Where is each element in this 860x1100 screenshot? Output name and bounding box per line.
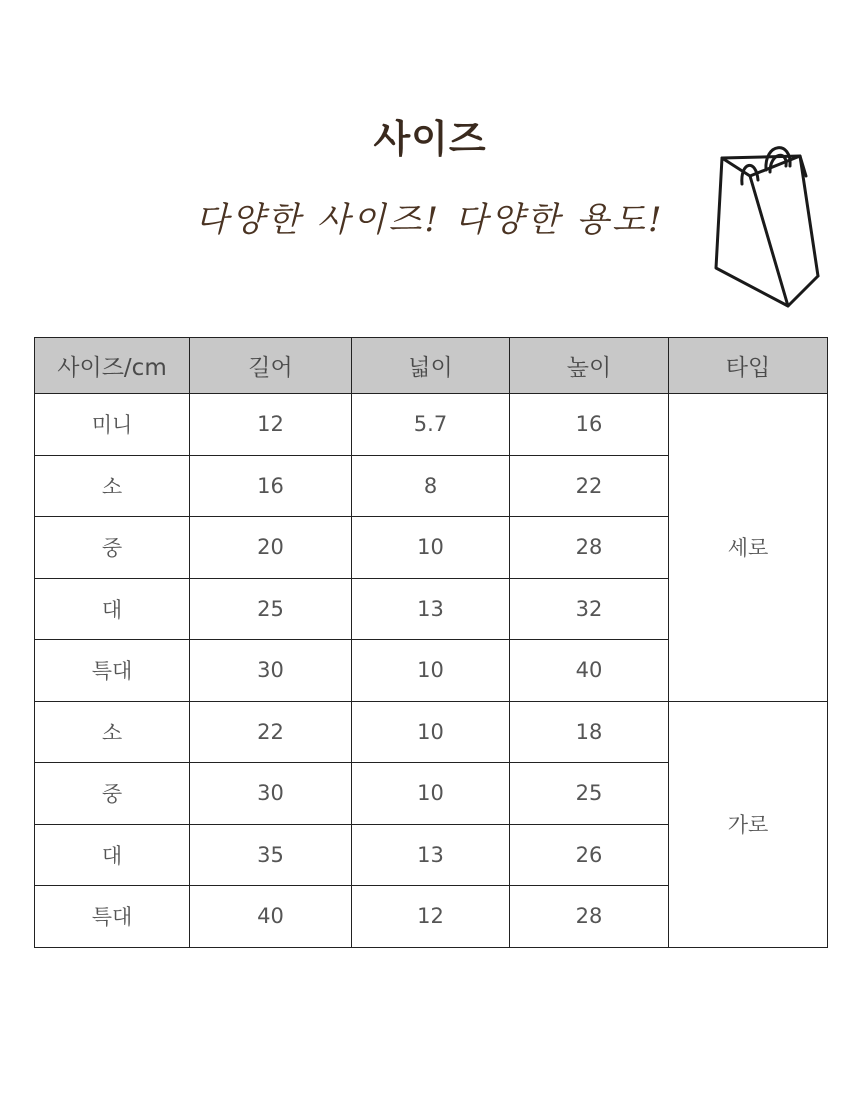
cell-length: 16: [190, 455, 352, 517]
cell-height: 26: [510, 824, 669, 886]
cell-width: 12: [352, 886, 510, 948]
table-row: [35, 701, 828, 763]
cell-width: 13: [352, 578, 510, 640]
cell-size: 대: [35, 578, 190, 640]
cell-size: 소: [35, 701, 190, 763]
cell-width: 5.7: [352, 394, 510, 456]
cell-height: 22: [510, 455, 669, 517]
cell-type-horizontal: 가로: [669, 701, 828, 947]
cell-type-vertical: 세로: [669, 394, 828, 702]
cell-length: 30: [190, 640, 352, 702]
header-height: 높이: [510, 338, 669, 394]
cell-height: 28: [510, 886, 669, 948]
cell-length: 30: [190, 763, 352, 825]
header-width: 넓이: [352, 338, 510, 394]
cell-height: 25: [510, 763, 669, 825]
header-size: 사이즈/cm: [35, 338, 190, 394]
cell-height: 18: [510, 701, 669, 763]
cell-length: 20: [190, 517, 352, 579]
cell-size: 중: [35, 763, 190, 825]
cell-length: 25: [190, 578, 352, 640]
header-length: 길어: [190, 338, 352, 394]
cell-size: 소: [35, 455, 190, 517]
cell-size: 중: [35, 517, 190, 579]
cell-height: 16: [510, 394, 669, 456]
cell-size: 특대: [35, 640, 190, 702]
cell-height: 32: [510, 578, 669, 640]
cell-width: 10: [352, 517, 510, 579]
page-title: 사이즈: [373, 117, 487, 161]
page-subtitle: 다양한 사이즈! 다양한 용도!: [195, 200, 665, 240]
cell-length: 22: [190, 701, 352, 763]
cell-width: 10: [352, 640, 510, 702]
cell-length: 35: [190, 824, 352, 886]
cell-width: 10: [352, 701, 510, 763]
table-row: [35, 394, 828, 456]
cell-length: 40: [190, 886, 352, 948]
size-table: [34, 337, 828, 948]
cell-height: 28: [510, 517, 669, 579]
cell-width: 10: [352, 763, 510, 825]
cell-height: 40: [510, 640, 669, 702]
cell-width: 13: [352, 824, 510, 886]
table-header-row: [35, 338, 828, 394]
cell-size: 대: [35, 824, 190, 886]
cell-size: 특대: [35, 886, 190, 948]
cell-length: 12: [190, 394, 352, 456]
cell-size: 미니: [35, 394, 190, 456]
shopping-bag-icon: [708, 136, 826, 312]
cell-width: 8: [352, 455, 510, 517]
header-type: 타입: [669, 338, 828, 394]
